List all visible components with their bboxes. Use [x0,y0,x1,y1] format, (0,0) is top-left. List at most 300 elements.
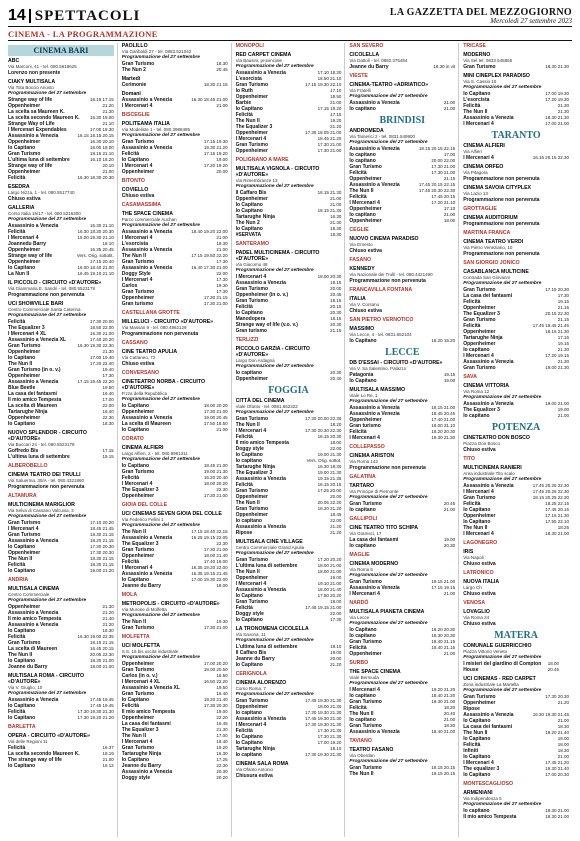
film-title: L'ultima luna di settembre [235,644,298,650]
showtimes: 18.15 20.15 [431,765,456,770]
masthead-title: LA GAZZETTA DEL MEZZOGIORNO [389,6,572,18]
film-title: Ripose [235,530,253,536]
film-title: Io Capitano [8,715,36,721]
showtimes: 18.00 [330,599,342,604]
showtimes: 16.00 18.00 [90,145,114,150]
cinema-listing [463,206,569,212]
showtimes: 19.00 [216,157,228,162]
programme-note: Chiuso estiva [463,561,496,567]
film-title: Io capitano [235,518,262,524]
film-title: Felicità [463,299,481,305]
film-title: Io Capitano [8,145,36,151]
film-title: I Mercenari 4 [121,163,153,169]
film-title: Oppenheimer [8,103,41,109]
film-title: I Mercenari 4 [463,353,494,359]
cinema-name: CINEMA ALORENZO [235,680,287,686]
cinema-name: CINEMA AUDITORIUM [463,215,518,221]
showtimes: 22.30 [216,763,228,768]
showtimes: 18.30 21.00 [545,531,569,536]
film-title: Gran Turismo [121,469,155,475]
showtimes: 20.00 [330,286,342,291]
showtimes: 17.30 20.00 22.30 [305,416,342,421]
showtimes: 17.30 21.00 [203,409,228,414]
cinema-listing [8,58,114,76]
showtimes: 22.20 [216,715,228,720]
showtimes: 18.30 [330,226,342,231]
programme-note: Programmazione del 27 settembre [235,64,314,69]
film-title: Il mio amico Tempesta [463,814,517,820]
film-title: Oppenheimer [349,218,382,224]
cinema-address: Via Lecce, 4 - tel. 0831.652104 [349,332,412,337]
film-title: Io Capitano [121,697,150,703]
town-name: LATRONICO [463,570,494,576]
showtimes: 21.15 [557,317,569,322]
programme-note: Programmazione del 27 settembre [349,495,428,500]
cinema-listing [349,474,455,480]
showtimes: 17.30 [216,259,228,264]
showtimes: 18.30 21.15 [90,562,114,567]
film-title: Io Capitano [121,757,150,763]
showtimes: 17.30 [216,277,228,282]
cinema-name: GALLERIA [8,205,35,211]
cinema-name: LOVAGLIO [463,609,490,615]
film-title: Felicità [349,645,367,651]
film-title: Felicità [121,151,140,157]
showtimes: 17.30 19.30 21.30 [77,709,114,714]
showtimes: 19.15 [443,372,456,377]
showtimes: 18.50 [330,94,342,99]
film-title: Assassinio a Venezia [121,229,173,235]
showtimes: 17.10 18.30 [317,70,342,75]
showtime-row [463,413,569,419]
film-title: Gran Turismo [235,286,269,292]
film-title: Oppenheimer (in o. v.) [235,292,289,298]
film-title: Oppenheimer [463,513,496,519]
film-title: Felicità [8,709,26,715]
showtimes: 17.30 21.00 [431,164,456,169]
showtimes: 18.00 21.00 [317,569,342,574]
cinema-address: Corso Italia 15/17 - tel. 080.5216300 [8,211,81,216]
programme-note: Chiuso estiva [8,196,41,202]
cinema-listing [463,73,569,127]
cinema-listing [236,337,342,343]
film-title: Tartarughe Ninja [235,464,275,470]
showtimes: 18.15 20.30 [317,434,342,439]
showtimes: 18.30 [216,241,228,246]
showtime-row [463,155,569,161]
showtimes: 18.30 [330,232,342,237]
showtimes: 19.30 [216,283,228,288]
showtimes: 21.20 [102,622,114,627]
cinema-listing [463,549,569,567]
film-title: Gran Turismo [349,639,382,645]
cinema-address: Via Federico Fellini 1 [121,517,164,522]
film-title: Felicità [121,475,140,481]
town-name: MAGLIE [349,552,370,558]
film-title: Assassinio a Venezia [349,585,400,591]
showtimes: 21.20 [330,662,342,667]
cinema-name: CITTÀ DEL CINEMA [235,398,285,404]
cinema-name: CICOLELLA [349,52,380,58]
cinema-name: KENNEDY [349,266,375,272]
showtimes: 18.20 15.20 [431,338,456,343]
film-title: I Mercenari 4 [121,277,153,283]
showtimes: 21.15 [557,305,569,310]
cinema-listing [349,266,455,284]
film-title: Io capitano [463,347,490,353]
cinema-name: CIAKY MULTISALA [8,79,56,85]
showtimes: 18.15 21.30 [545,329,569,334]
cinema-listing [349,387,455,441]
cinema-listing [349,747,455,777]
film-title: Infiniti [463,748,479,754]
film-title: The Nun II [8,556,33,562]
showtimes: 17.30 19.30 21.30 [305,710,342,715]
cinema-address: P.zza della Repubblica [121,391,167,396]
film-title: The Nun II [349,771,374,777]
town-name: MOLA [121,592,138,598]
film-title: Io Capitano [235,310,263,316]
showtimes: 17.25 [216,757,228,762]
film-title: Felicità [349,429,367,435]
film-title: I Mercenari 4 [235,581,267,587]
showtimes: 16.30 19.00 22.35 [77,634,114,639]
film-title: Assassinio a Venezia XL [8,337,67,343]
showtimes: 18.45 21.20 [317,136,342,141]
film-title: Cerimonie [121,82,147,88]
film-title: Oppenheimer [8,604,41,610]
cinema-name: ESEDRA [8,184,30,190]
film-title: Io Capitano [8,628,36,634]
programme-note: Programmazione non pervenuta [463,176,540,182]
cinema-address: Via Roma 5 [349,567,373,572]
cinema-listing [8,472,114,490]
film-title: Oppenheimer [349,206,382,212]
column-5 [463,43,572,837]
film-title: Felicità [349,170,367,176]
cinema-listing [122,319,228,337]
film-title: Il mio amico Tempesta [235,440,289,446]
column-3 [236,43,346,837]
cinema-listing [463,609,569,627]
cinema-address: Centro Commerciale Santa Caterina [8,307,81,312]
showtimes: 19.15 [557,341,569,346]
showtimes: 21.15 [443,176,456,181]
cinema-address: Via Alfieri [463,149,482,154]
programme-note: Programmazione del 27 settembre [463,802,542,807]
cinema-name: RED CARPET CINEMA [235,52,292,58]
showtime-row [8,454,114,460]
page-number-divider [29,9,31,23]
showtimes: 17.15 21.30 [545,513,569,518]
town-name: TITO [463,456,475,462]
showtimes: 17.10 20.20 [90,520,114,525]
cinema-listing [122,76,228,88]
cinema-address: Zona industriale La Martella [463,682,519,687]
cinema-name: PAOLILLO [121,43,148,49]
showtimes: 17.30 21.00 [203,547,228,552]
showtimes: 17.30 21.00 [203,625,228,630]
cinema-listing [122,121,228,175]
film-title: La scelta di Maureen [121,421,171,427]
film-title: The Nun II [235,422,260,428]
cinema-name: THE SPACE CINEMA [121,211,174,217]
showtimes: 17.00 20.30 [545,772,569,777]
film-title: Assassinio a Venezia [235,70,286,76]
cinema-listing [122,502,228,508]
showtime-row [122,301,228,307]
film-title: Oppenheimer [349,417,382,423]
showtimes: 17.20 20.20 [317,557,342,562]
showtimes: 21.00 [443,591,456,596]
programme-note: Programmazione del 27 settembre [121,223,200,228]
town-name: LAGONEGRO [463,540,498,546]
showtimes: 18.00 [216,583,228,588]
city-heading: TARANTO [491,130,541,141]
film-title: Patagonia [349,372,374,378]
showtimes: 21.40 [102,616,114,621]
programme-note: Programmazione del 27 settembre [349,573,428,578]
cinema-name: LA TRONOMENA CICOLELLA [235,626,309,632]
film-title: I Mercenari 4 [121,235,153,241]
showtimes: 21.20 [330,530,342,535]
town-name: TAVIANO [349,738,372,744]
cinema-name: CASABLANCA MULTICINE [463,269,529,275]
showtimes: 22.00 [102,403,114,408]
town-name: SANTERAMO [235,241,270,247]
cinema-name: MULTICINEMA RANIERI [463,465,522,471]
showtimes: 17.40 20.20 [90,337,114,342]
showtimes: 21.00 [557,754,569,759]
showtimes: 17.30 [102,373,114,378]
cinema-address: Via V. Sa Salentino, Palazzo [349,366,407,371]
cinema-listing [463,374,569,380]
showtime-row [122,583,228,589]
showtimes: 18.30 [557,724,569,729]
cinema-listing [122,511,228,589]
film-title: Oppenheimer [8,259,41,265]
town-name: BISCEGLIE [121,112,150,118]
programme-note: Programmazione del 27 settembre [121,655,200,660]
city-heading: POTENZA [491,422,541,433]
town-name: CORATO [121,436,144,442]
cinema-listing [349,82,455,112]
showtimes: 18.15 21.00 [431,405,456,410]
page-header [8,6,572,27]
programme-note: Programmazione non pervenuta [121,331,199,337]
film-title: Felicità [463,742,481,748]
showtimes: 17.30 19.20 21.20 [77,715,114,720]
film-title: Gran Turismo [349,501,382,507]
programme-note: Programmazione del 27 settembre [349,399,428,404]
film-title: Io Capitano [235,617,263,623]
cinema-address: Via Pitagora [463,170,488,175]
showtimes: 17.30 19.30 21.30 [305,722,342,727]
film-title: The Nun II [235,118,260,124]
programme-note: Programmazione del 27 settembre [463,395,542,400]
film-title: Manodopera [235,316,266,322]
column-4 [349,43,459,837]
showtimes: 17.45 20.25 22.30 [532,489,569,494]
cinema-address: Via Modeliste 1 - tel. 080.3988485 [121,127,191,132]
showtimes: 21.30 [102,604,114,609]
film-title: I Mercenari 4 [463,531,494,537]
film-title: Oppenheimer [235,494,268,500]
town-name: CEGLIE [349,227,369,233]
cinema-listing [236,157,342,163]
film-title: The Nun II [235,500,260,506]
town-name: CERIGNOLA [235,671,267,677]
film-title: Io capitano [349,106,376,112]
film-title: The Nun 2 [235,220,260,226]
region-band: CINEMA BARI [8,45,114,56]
cinema-listing [463,230,569,236]
showtimes: 20.00 [330,494,342,499]
cinema-name: IL PICCOLO - CIRCUITO «D'AUTORE» [8,280,102,286]
cinema-listing [122,340,228,346]
film-title: Felicità [349,194,367,200]
film-title: Io Capitano [463,772,491,778]
cinema-address: Via Massari 9 - tel. 080.4962129 [121,325,187,330]
cinema-name: CINEMA ARISTON [349,453,395,459]
film-title: Io Capitano [463,519,491,525]
film-title: La scelta secondo Maureen K. [8,115,80,121]
showtimes: 17.20 21.10 [431,200,456,205]
cinema-name: THE SPACE CINEMA [349,669,401,675]
film-title: La scelta sa Maureen K. [8,109,65,115]
programme-note: Programmazione del 27 settembre [8,598,87,603]
film-title: Gran Turismo [235,298,269,304]
film-title: The Equalizer 3 [235,470,273,476]
film-title: Felicità [8,634,26,640]
showtimes: 22.30 [216,487,228,492]
cinema-listing [8,205,114,277]
film-title: I Mercenari 4 [349,591,380,597]
film-title: Io capitano [349,633,376,639]
showtimes: 17.00 [443,152,456,157]
film-title: Il Caffaro Bis [235,190,267,196]
showtime-row [349,218,455,224]
film-title: I Mercenari 4 [349,200,380,206]
showtimes: 18.45 21.45 [90,526,114,531]
showtimes: 18.50 22.00 [90,325,114,330]
showtimes: 16.25 19.15 22.05 [191,535,228,540]
cinema-name: Martedì [121,76,141,82]
showtimes: 17.45 20.30 22.30 [418,188,456,193]
showtimes: 17.40 21.00 [431,417,456,422]
showtimes: 18.25 22.15 [545,501,569,506]
film-title: Strange Way of Life [8,121,55,127]
town-name: BARLETTA [8,724,36,730]
film-title: Io Capitano [235,106,263,112]
film-title: Io capitano [349,693,376,699]
showtime-row [463,814,569,820]
film-title: Strange way of life [8,97,53,103]
cinema-address: Via Principe di Piemonte [349,489,399,494]
showtimes: 17.00 19.20 [317,740,342,745]
showtimes: 17.45 19.30 21.30 [305,698,342,703]
cinema-listing [122,187,228,199]
town-name: BITONTO [121,178,145,184]
film-title: La casa dei fantasmi [463,293,513,299]
film-title: Oppenheimer [121,493,155,499]
town-name: GIOIA DEL COLLE [121,502,168,508]
showtimes: 21.00 [330,202,342,207]
showtimes: 17.00 19.30 22.00 [191,577,228,582]
film-title: Gran Turismo [235,416,269,422]
cinema-listing [236,346,342,382]
showtimes: 18.45 21.00 [203,463,228,468]
cinema-name: MILLELUCI - CIRCUITO «D'AUTORE» [121,319,214,325]
film-title: Assassinio a Venezia [463,483,514,489]
film-title: Gran Turismo [8,343,41,349]
showtimes: Vers. Orig. sottotit. [76,253,114,258]
film-title: La Nun II [8,271,30,277]
showtimes: 17.45 19.45 21.45 [532,323,569,328]
showtimes: 19.30 21.20 [203,145,228,150]
programme-note: Chiuso estiva [463,447,496,453]
film-title: The Equalizer 3 [235,124,273,130]
showtimes: 17.30 20.30 [90,544,114,549]
cinema-listing [349,43,455,49]
film-title: Felicità [121,559,140,565]
programme-note: Programmazione del 27 settembre [235,638,314,643]
cinema-name: MULTICINEMA MARIGLIOR [8,502,75,508]
film-title: Felicità [8,319,26,325]
cinema-listing [463,435,569,453]
film-title: The Nun 2 [121,67,146,73]
showtime-row [122,169,228,175]
showtimes: 18.40 21.15 [431,639,456,644]
cinema-listing [463,52,569,70]
cinema-listing [463,260,569,266]
showtimes: 19.20 21.20 [431,687,456,692]
film-title: Assassinio a Venezia [463,712,514,718]
cinema-listing [463,456,569,462]
programme-note: Programmazione del 27 settembre [463,477,542,482]
film-title: La casa dei fantasmi [463,724,513,730]
showtime-row [349,338,455,344]
showtimes: 21.00 [330,196,342,201]
showtimes: 19.00 [443,537,456,542]
programme-note: Programmazione del 27 settembre [349,681,428,686]
cinema-name: CINEMA ORFEO [463,164,504,170]
cinema-listing [122,436,228,442]
page-number: 14 [8,7,26,24]
film-title: Gran Turismo [349,699,382,705]
showtimes: 18.50 21.10 [317,76,342,81]
showtime-row [236,662,342,668]
cinema-listing [8,502,114,574]
film-title: Assassinio a Venezia [463,359,514,365]
town-name: TERLIZZI [235,337,259,343]
film-title: Io Capitano [8,421,36,427]
showtimes: 20.45 [443,501,456,506]
cinema-address: Via Tota Boccio Ariosto [8,85,54,90]
cinema-address: Via Tamerici 2 - tel. 0831.549900 [349,134,416,139]
film-title: Oppenheimer [8,169,41,175]
showtimes: 21.20 [102,610,114,615]
showtimes: 18.15 21.30 [317,208,342,213]
cinema-address: Via Selva di Cassano Valcuvia, 3 [8,508,74,513]
showtime-row [122,427,228,433]
showtimes: 17.45 19.45 [90,703,114,708]
showtime-row [349,507,455,513]
cinema-listing [349,444,455,450]
cinema-listing [122,643,228,781]
showtimes: 17.45 19.15 21.00 [305,605,342,610]
showtimes: 18.00 21.10 [431,423,456,428]
